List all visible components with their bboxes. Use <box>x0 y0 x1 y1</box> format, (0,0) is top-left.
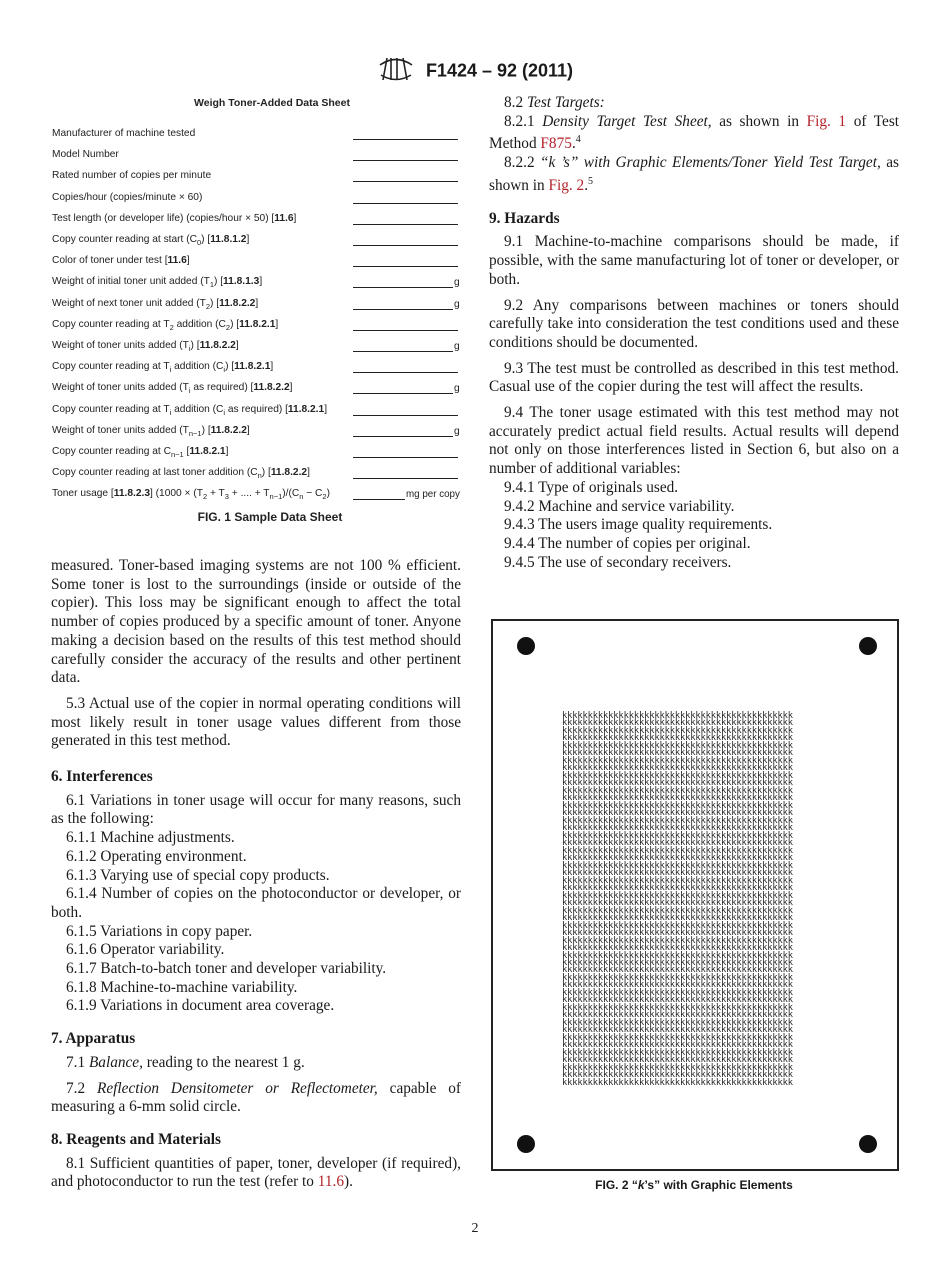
data-sheet-blank-line <box>353 415 458 416</box>
page-number: 2 <box>471 1221 479 1236</box>
data-sheet-row <box>52 425 462 439</box>
data-sheet-row <box>52 234 462 248</box>
data-sheet-blank-line <box>353 245 458 246</box>
paragraph-5-3: 5.3 Actual use of the copier in normal operating conditions will most likely result in toner usage values different from those generated in this test method. <box>51 694 461 750</box>
paragraph-8-2: 8.2 Test Targets: <box>504 94 605 111</box>
data-sheet-unit: g <box>454 383 460 395</box>
paragraph-9-3: 9.3 The test must be controlled as described in this test method. Casual use of the copier during the test will affect the results. <box>489 359 899 396</box>
list-item-6-1-6: 6.1.6 Operator variability. <box>66 941 225 959</box>
list-item-6-1-1: 6.1.1 Machine adjustments. <box>66 829 235 847</box>
data-sheet-blank-line <box>353 330 458 331</box>
data-sheet-row <box>52 213 462 227</box>
paragraph-7-1: 7.1 Balance, reading to the nearest 1 g. <box>66 1053 305 1071</box>
data-sheet-row-label: Copies/hour (copies/minute × 60) <box>52 191 203 203</box>
data-sheet-blank-line <box>353 309 453 310</box>
list-item-9-4-2: 9.4.2 Machine and service variability. <box>504 497 735 515</box>
data-sheet-row <box>52 192 462 206</box>
data-sheet-blank-line <box>353 203 458 204</box>
right-column <box>489 94 899 572</box>
figure-2-target <box>491 619 899 1171</box>
figure-1-data-sheet <box>52 97 462 524</box>
page-header <box>0 56 950 87</box>
data-sheet-row-label: Copy counter reading at $T_i$ addition $(C_i)$ [11.8.2.1] <box>52 361 274 375</box>
list-item-6-1-9: 6.1.9 Variations in document area coverage. <box>66 997 335 1015</box>
data-sheet-row-label: Weight of toner units added ($T_i$ as required) [11.8.2.2] <box>52 382 293 396</box>
data-sheet-blank-line <box>353 499 405 500</box>
paragraph-8-2-2: 8.2.2 “k ’s” with Graphic Elements/Toner Yield Test Target, as shown in Fig. 2.$^5$ <box>489 154 899 194</box>
list-item-9-4-3: 9.4.3 The users image quality requirements. <box>504 516 773 534</box>
list-item-9-4-4: 9.4.4 The number of copies per original. <box>504 534 751 552</box>
astm-logo <box>377 56 415 87</box>
data-sheet-row <box>52 319 462 333</box>
data-sheet-blank-line <box>353 372 458 373</box>
data-sheet-row-label: Toner usage [11.8.2.3] ($1000 \times (T_2 + T_3$ + .... + $T_{n-1})/(C_n - C_2)$ <box>52 488 330 502</box>
section-6-heading: 6. Interferences <box>51 768 153 786</box>
data-sheet-row-label: Copy counter reading at start $(C_0)$ [11.8.1.2] <box>52 234 250 248</box>
data-sheet-row-label: Weight of next toner unit added $(T_2)$ [11.8.2.2] <box>52 297 259 311</box>
data-sheet-row <box>52 128 462 142</box>
registration-dot-bottom-right <box>859 1135 877 1153</box>
list-item-6-1-8: 6.1.8 Machine-to-machine variability. <box>66 978 298 996</box>
paragraph-8-2-1: 8.2.1 Density Target Test Sheet, as shown in Fig. 1 of Test Method F875.$^4$ <box>489 112 900 153</box>
data-sheet-blank-line <box>353 478 458 479</box>
paragraph-9-2: 9.2 Any comparisons between machines or toners should carefully take into consideration the test conditions used and these conditions should be documented. <box>489 296 899 351</box>
data-sheet-unit: g <box>454 341 460 352</box>
section-9-heading: 9. Hazards <box>489 209 560 227</box>
link-11-6[interactable]: 11.6 <box>317 1173 344 1191</box>
data-sheet-unit: g <box>454 425 460 437</box>
list-item-6-1-4: 6.1.4 Number of copies on the photoconductor or developer, or both. <box>51 885 461 921</box>
data-sheet-row-label: Copy counter reading at $C_{n-1}$ [11.8.2.1] <box>52 446 229 460</box>
paragraph-5-2-cont: measured. Toner-based imaging systems are not 100 % efficient. Some toner is lost to the surroundings (inside or outside of the copier). This loss may be significant enough to affect the total number of copies produced by a specific amount of toner. Anyone making a decision based on the results of this test method should carefully consider the accuracy of the results and other pertinent data. <box>51 557 461 687</box>
data-sheet-blank-line <box>353 287 453 288</box>
data-sheet-row-label: Copy counter reading at $T_i$ addition ($C_i$ as required) [11.8.2.1] <box>52 403 328 417</box>
data-sheet-row-label: Weight of initial toner unit added $(T_1)$ [11.8.1.3] <box>52 276 263 290</box>
figure-2-caption: FIG. 2 “k’s” with Graphic Elements <box>595 1178 793 1192</box>
data-sheet-unit: mg per copy <box>406 489 460 501</box>
data-sheet-unit: g <box>454 298 460 310</box>
paragraph-9-1: 9.1 Machine-to-machine comparisons should be made, if possible, with the same manufacturing lot of toner or developer, or both. <box>489 233 899 288</box>
link-fig-1[interactable]: Fig. 1 <box>806 112 847 130</box>
data-sheet-row-label: Manufacturer of machine tested <box>52 128 196 139</box>
data-sheet-row <box>52 404 462 418</box>
data-sheet-blank-line <box>353 160 458 161</box>
section-7-heading: 7. Apparatus <box>51 1030 136 1048</box>
data-sheet-blank-line <box>353 224 458 225</box>
standard-designation: F1424 – 92 (2011) <box>425 60 574 81</box>
list-item-9-4-1: 9.4.1 Type of originals used. <box>504 478 679 496</box>
list-item-9-4-5: 9.4.5 The use of secondary receivers. <box>504 553 732 571</box>
data-sheet-row <box>52 446 462 460</box>
data-sheet-row-label: Copy counter reading at $T_2$ addition $(C_2)$ [11.8.2.1] <box>52 318 279 332</box>
list-item-6-1-5: 6.1.5 Variations in copy paper. <box>66 922 253 940</box>
link-fig-2[interactable]: Fig. 2 <box>548 177 585 194</box>
data-sheet-row-label: Rated number of copies per minute <box>52 170 212 182</box>
data-sheet-title: Weigh Toner-Added Data Sheet <box>194 97 350 109</box>
data-sheet-blank-line <box>353 266 458 267</box>
list-item-6-1-2: 6.1.2 Operating environment. <box>66 847 247 865</box>
data-sheet-row <box>52 255 462 269</box>
data-sheet-blank-line <box>353 393 453 394</box>
paragraph-9-4: 9.4 The toner usage estimated with this test method may not accurately predict actual field results. Actual results will depend not only on those interferences listed in Section 6, but also on a number of additional variables: <box>489 404 899 478</box>
link-f875[interactable]: F875 <box>540 135 572 153</box>
figure-1-caption: FIG. 1 Sample Data Sheet <box>197 510 343 524</box>
data-sheet-blank-line <box>353 181 458 182</box>
data-sheet-row-label: Weight of toner units added $(T_i)$ [11.8.2.2] <box>52 340 239 354</box>
data-sheet-row-label: Color of toner under test [11.6] <box>52 255 190 267</box>
data-sheet-row-label: Model Number <box>52 149 119 161</box>
data-sheet-row <box>52 298 462 312</box>
list-item-6-1-7: 6.1.7 Batch-to-batch toner and developer variability. <box>66 960 387 978</box>
registration-dot-top-right <box>859 637 877 655</box>
data-sheet-blank-line <box>353 351 453 352</box>
data-sheet-blank-line <box>353 139 458 140</box>
data-sheet-row-label: Test length (or developer life) (copies/hour × 50) [11.6] <box>52 212 297 224</box>
registration-dot-bottom-left <box>517 1135 535 1153</box>
data-sheet-row <box>52 382 462 396</box>
paragraph-7-2: 7.2 Reflection Densitometer or Reflectometer, capable of measuring a 6-mm solid circle. <box>51 1079 461 1116</box>
data-sheet-row-label: Copy counter reading at last toner addition $(C_n)$ [11.8.2.2] <box>52 467 310 481</box>
data-sheet-unit: g <box>454 277 460 289</box>
paragraph-6-1: 6.1 Variations in toner usage will occur for many reasons, such as the following: <box>51 791 461 828</box>
data-sheet-row <box>52 149 462 163</box>
data-sheet-row <box>52 488 462 502</box>
data-sheet-row <box>52 276 462 290</box>
k-character-block: kkkkkkkkkkkkkkkkkkkkkkkkkkkkkkkkkkkkkkkkkkkkk kkkkkkkkkkkkkkkkkkkkkkkkkkkkkkkkkkkkkkkkkkkkk kkkkkkkkkkkkkkkkkkkkkkkkkkkkkkkkkkkkkkkkkkkkk kkkkkkkkkkkkkkkkkkkkkkkkkkkkkkkkkkkkkkkkkkkkk kkkkkkkkkkkkkkkkkkkkkkkkkkkkkkkkkkkkkkkkkkkkk kkkkkkkkkkkkkkkkkkkkkkkkkkkkkkkkkkkkkkkkkkkkk kkkkkkkkkkkkkkkkkkkkkkkkkkkkkkkkkkkkkkkkkkkkk kkkkkkkkkkkkkkkkkkkkkkkkkkkkkkkkkkkkkkkkkkkkk kkkkkkkkkkkkkkkkkkkkkkkkkkkkkkkkkkkkkkkkkkkkk kkkkkkkkkkkkkkkkkkkkkkkkkkkkkkkkkkkkkkkkkkkkk kkkkkkkkkkkkkkkkkkkkkkkkkkkkkkkkkkkkkkkkkkkkk kkkkkkkkkkkkkkkkkkkkkkkkkkkkkkkkkkkkkkkkkkkkk kkkkkkkkkkkkkkkkkkkkkkkkkkkkkkkkkkkkkkkkkkkkk kkkkkkkkkkkkkkkkkkkkkkkkkkkkkkkkkkkkkkkkkkkkk kkkkkkkkkkkkkkkkkkkkkkkkkkkkkkkkkkkkkkkkkkkkk kkkkkkkkkkkkkkkkkkkkkkkkkkkkkkkkkkkkkkkkkkkkk kkkkkkkkkkkkkkkkkkkkkkkkkkkkkkkkkkkkkkkkkkkkk kkkkkkkkkkkkkkkkkkkkkkkkkkkkkkkkkkkkkkkkkkkkk kkkkkkkkkkkkkkkkkkkkkkkkkkkkkkkkkkkkkkkkkkkkk kkkkkkkkkkkkkkkkkkkkkkkkkkkkkkkkkkkkkkkkkkkkk kkkkkkkkkkkkkkkkkkkkkkkkkkkkkkkkkkkkkkkkkkkkk kkkkkkkkkkkkkkkkkkkkkkkkkkkkkkkkkkkkkkkkkkkkk kkkkkkkkkkkkkkkkkkkkkkkkkkkkkkkkkkkkkkkkkkkkk kkkkkkkkkkkkkkkkkkkkkkkkkkkkkkkkkkkkkkkkkkkkk kkkkkkkkkkkkkkkkkkkkkkkkkkkkkkkkkkkkkkkkkkkkk kkkkkkkkkkkkkkkkkkkkkkkkkkkkkkkkkkkkkkkkkkkkk kkkkkkkkkkkkkkkkkkkkkkkkkkkkkkkkkkkkkkkkkkkkk kkkkkkkkkkkkkkkkkkkkkkkkkkkkkkkkkkkkkkkkkkkkk kkkkkkkkkkkkkkkkkkkkkkkkkkkkkkkkkkkkkkkkkkkkk kkkkkkkkkkkkkkkkkkkkkkkkkkkkkkkkkkkkkkkkkkkkk kkkkkkkkkkkkkkkkkkkkkkkkkkkkkkkkkkkkkkkkkkkkk kkkkkkkkkkkkkkkkkkkkkkkkkkkkkkkkkkkkkkkkkkkkk kkkkkkkkkkkkkkkkkkkkkkkkkkkkkkkkkkkkkkkkkkkkk kkkkkkkkkkkkkkkkkkkkkkkkkkkkkkkkkkkkkkkkkkkkk kkkkkkkkkkkkkkkkkkkkkkkkkkkkkkkkkkkkkkkkkkkkk kkkkkkkkkkkkkkkkkkkkkkkkkkkkkkkkkkkkkkkkkkkkk kkkkkkkkkkkkkkkkkkkkkkkkkkkkkkkkkkkkkkkkkkkkk kkkkkkkkkkkkkkkkkkkkkkkkkkkkkkkkkkkkkkkkkkkkk kkkkkkkkkkkkkkkkkkkkkkkkkkkkkkkkkkkkkkkkkkkkk kkkkkkkkkkkkkkkkkkkkkkkkkkkkkkkkkkkkkkkkkkkkk kkkkkkkkkkkkkkkkkkkkkkkkkkkkkkkkkkkkkkkkkkkkk kkkkkkkkkkkkkkkkkkkkkkkkkkkkkkkkkkkkkkkkkkkkk kkkkkkkkkkkkkkkkkkkkkkkkkkkkkkkkkkkkkkkkkkkkk kkkkkkkkkkkkkkkkkkkkkkkkkkkkkkkkkkkkkkkkkkkkk kkkkkkkkkkkkkkkkkkkkkkkkkkkkkkkkkkkkkkkkkkkkk kkkkkkkkkkkkkkkkkkkkkkkkkkkkkkkkkkkkkkkkkkkkk kkkkkkkkkkkkkkkkkkkkkkkkkkkkkkkkkkkkkkkkkkkkk kkkkkkkkkkkkkkkkkkkkkkkkkkkkkkkkkkkkkkkkkkkkk kkkkkkkkkkkkkkkkkkkkkkkkkkkkkkkkkkkkkkkkkkkkk kkkkkkkkkkkkkkkkkkkkkkkkkkkkkkkkkkkkkkkkkkkkk <box>562 711 793 1088</box>
data-sheet-blank-line <box>353 457 458 458</box>
data-sheet-row <box>52 361 462 375</box>
list-item-6-1-3: 6.1.3 Varying use of special copy products. <box>66 866 330 884</box>
data-sheet-row <box>52 340 462 354</box>
section-8-heading: 8. Reagents and Materials <box>51 1130 221 1148</box>
data-sheet-row <box>52 170 462 184</box>
data-sheet-row <box>52 467 462 481</box>
paragraph-8-1: 8.1 Sufficient quantities of paper, toner, developer (if required), and photoconductor to run the test (refer to 11.6). <box>51 1154 461 1191</box>
data-sheet-row-label: Weight of toner units added $(T_{n-1})$ [11.8.2.2] <box>52 424 250 438</box>
left-column <box>51 557 461 1192</box>
registration-dot-top-left <box>517 637 535 655</box>
data-sheet-blank-line <box>353 436 453 437</box>
